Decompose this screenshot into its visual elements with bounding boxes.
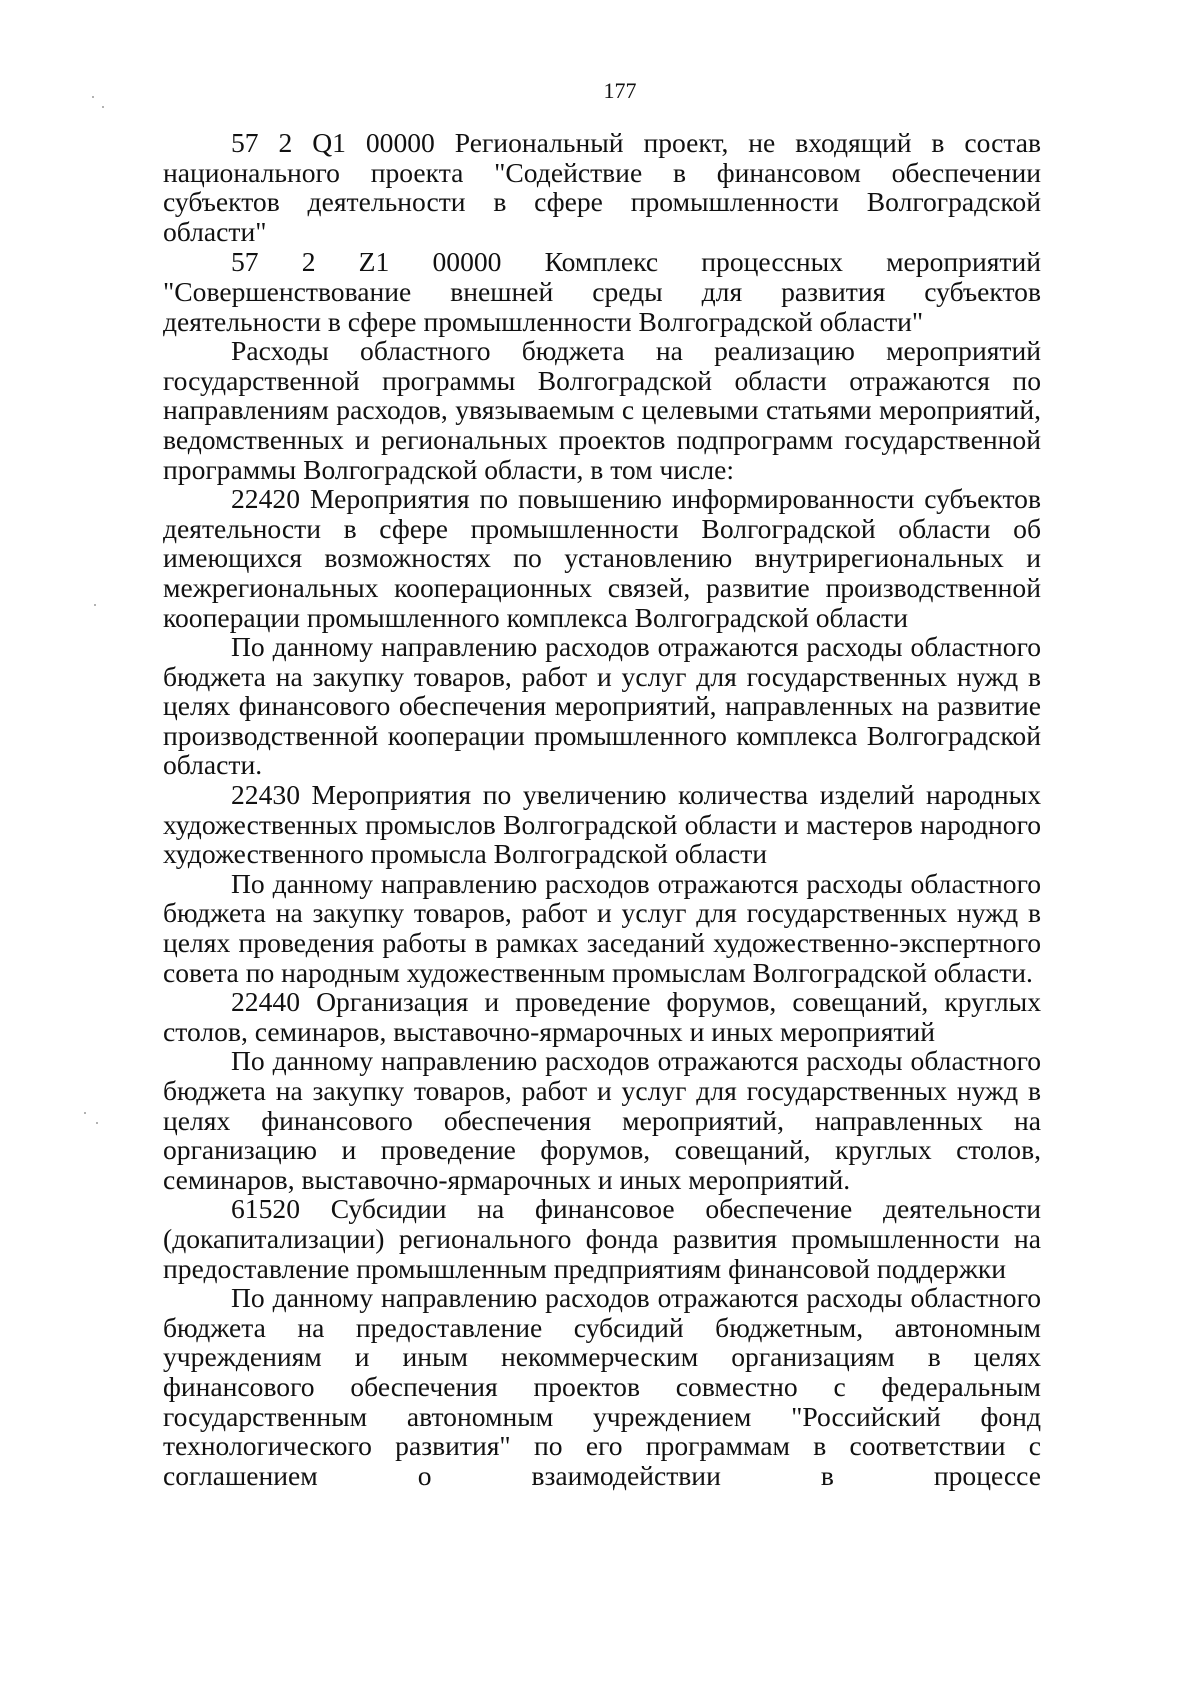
page-number: 177: [603, 78, 637, 103]
document-body: [163, 128, 1041, 1490]
scan-speck: [102, 106, 104, 108]
paragraph-22430-description: По данному направлению расходов отражаются расходы областного бюджета на закупку товаров, работ и услуг для государственных нужд в целях проведения работы в рамках заседаний художественно-экспертного совета по народным художественным промыслам Волгоградской области.: [163, 867, 1041, 988]
paragraph-61520-description: По данному направлению расходов отражаются расходы областного бюджета на предоставление субсидий бюджетным, автономным учреждениям и иным некоммерческим организациям в целях финансового обеспечения проектов совместно с федеральным государственным автономным учреждением "Российский фонд технологического развития" по его программам в соответствии с соглашением о взаимодействии в процессе: [163, 1282, 1041, 1491]
paragraph-22440-description: По данному направлению расходов отражаются расходы областного бюджета на закупку товаров, работ и услуг для государственных нужд в целях финансового обеспечения мероприятий, направленных на организацию и проведение форумов, совещаний, круглых столов, семинаров, выставочно-ярмарочных и иных мероприятий.: [163, 1045, 1041, 1195]
scan-speck: [92, 96, 94, 98]
paragraph-project-q1: 57 2 Q1 00000 Региональный проект, не входящий в состав национального проекта "Содействие в финансовом обеспечении субъектов деятельности в сфере промышленности Волгоградской области": [163, 127, 1041, 247]
paragraph-22420-title: 22420 Мероприятия по повышению информированности субъектов деятельности в сфере промышленности Волгоградской области об имеющихся возможностях по установлению внутрирегиональных и межрегиональных кооперационных связей, развитие производственной кооперации промышленного комплекса Волгоградской области: [163, 483, 1041, 633]
paragraph-22430-title: 22430 Мероприятия по увеличению количества изделий народных художественных промыслов Волгоградской области и мастеров народного художественного промысла Волгоградской области: [163, 779, 1041, 870]
paragraph-22420-description: По данному направлению расходов отражаются расходы областного бюджета на закупку товаров, работ и услуг для государственных нужд в целях финансового обеспечения мероприятий, направленных на развитие производственной кооперации промышленного комплекса Волгоградской области.: [163, 631, 1041, 781]
scan-speck: [84, 1112, 86, 1114]
paragraph-22440-title: 22440 Организация и проведение форумов, совещаний, круглых столов, семинаров, выставочно-ярмарочных и иных мероприятий: [163, 986, 1041, 1047]
paragraph-61520-title: 61520 Субсидии на финансовое обеспечение деятельности (докапитализации) регионального фонда развития промышленности на предоставление промышленным предприятиям финансовой поддержки: [163, 1193, 1041, 1284]
scan-speck: [94, 604, 96, 606]
scan-speck: [96, 1122, 98, 1124]
paragraph-expenses-intro: Расходы областного бюджета на реализацию мероприятий государственной программы Волгоградской области отражаются по направлениям расходов, увязываемым с целевыми статьями мероприятий, ведомственных и региональных проектов подпрограмм государственной программы Волгоградской области, в том числе:: [163, 335, 1041, 485]
paragraph-complex-z1: 57 2 Z1 00000 Комплекс процессных мероприятий "Совершенствование внешней среды для развития субъектов деятельности в сфере промышленности Волгоградской области": [163, 246, 1041, 337]
